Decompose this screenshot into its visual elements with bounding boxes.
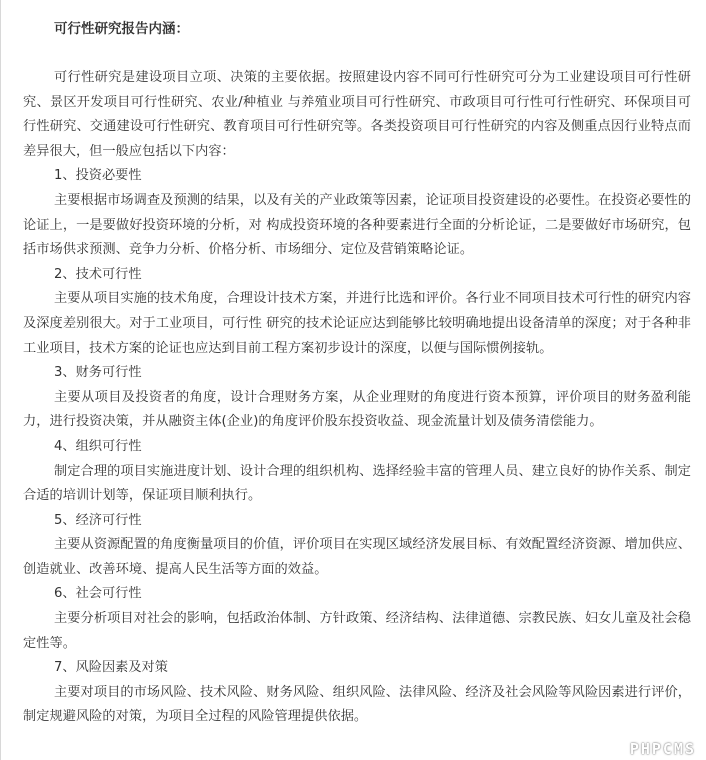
article-title: 可行性研究报告内涵： (54, 21, 189, 37)
article-body (23, 66, 691, 730)
section-heading-social-feasibility: 6、社会可行性 (54, 586, 142, 602)
section-text-financial-feasibility: 主要从项目及投资者的角度，设计合理财务方案，从企业理财的角度进行资本预算，评价项目的财务盈利能力，进行投资决策，并从融资主体(企业)的角度评价股东投资收益、现金流量计划及债务清偿能力。 (23, 389, 691, 430)
section-heading-investment-necessity: 1、投资必要性 (54, 168, 142, 184)
section-text-technical-feasibility: 主要从项目实施的技术角度，合理设计技术方案，并进行比选和评价。各行业不同项目技术可行性的研究内容及深度差别很大。对于工业项目，可行性 研究的技术论证应达到能够比较明确地提出设备清单的深度；对于各种非工业项目，技术方案的论证也应达到目前工程方案初步设计的深度，以便与国际惯例接轨。 (23, 291, 691, 356)
section-text-investment-necessity: 主要根据市场调查及预测的结果，以及有关的产业政策等因素，论证项目投资建设的必要性。在投资必要性的论证上，一是要做好投资环境的分析，对 构成投资环境的各种要素进行全面的分析论证，二是要做好市场研究，包括市场供求预测、竞争力分析、价格分析、市场细分、定位及营销策略论证。 (23, 192, 691, 258)
section-heading-technical-feasibility: 2、技术可行性 (54, 266, 142, 282)
phpcms-watermark: PHPCMS (629, 740, 696, 758)
section-text-organizational-feasibility: 制定合理的项目实施进度计划、设计合理的组织机构、选择经验丰富的管理人员、建立良好的协作关系、制定合适的培训计划等，保证项目顺利执行。 (23, 463, 691, 504)
section-heading-economic-feasibility: 5、经济可行性 (54, 512, 142, 528)
section-text-economic-feasibility: 主要从资源配置的角度衡量项目的价值，评价项目在实现区域经济发展目标、有效配置经济资源、增加供应、创造就业、改善环境、提高人民生活等方面的效益。 (23, 537, 691, 577)
section-text-social-feasibility: 主要分析项目对社会的影响，包括政治体制、方针政策、经济结构、法律道德、宗教民族、妇女儿童及社会稳定性等。 (23, 611, 691, 651)
section-heading-organizational-feasibility: 4、组织可行性 (54, 438, 142, 454)
section-text-risk-factors: 主要对项目的市场风险、技术风险、财务风险、组织风险、法律风险、经济及社会风险等风险因素进行评价，制定规避风险的对策，为项目全过程的风险管理提供依据。 (23, 684, 691, 725)
section-heading-risk-factors: 7、风险因素及对策 (54, 660, 168, 676)
section-heading-financial-feasibility: 3、财务可行性 (54, 365, 142, 381)
intro-paragraph: 可行性研究是建设项目立项、决策的主要依据。按照建设内容不同可行性研究可分为工业建设项目可行性研究、景区开发项目可行性研究、农业/种植业 与养殖业项目可行性研究、市政项目可行性可行性研究、环保项目可行性研究、交通建设可行性研究、教育项目可行性研究等。各类投资项目可行性研究的内容及侧重点因行业特点而差异很大，但一般应包括以下内容： (23, 70, 691, 159)
